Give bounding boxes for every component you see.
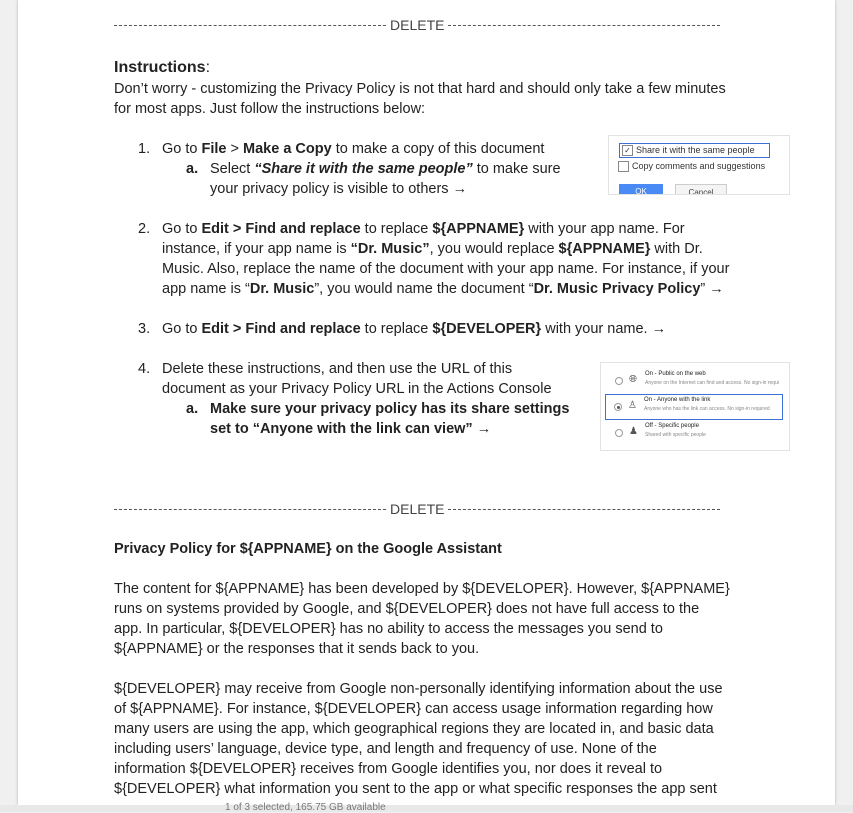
delete-divider-bottom <box>114 500 724 518</box>
step-4-line-1: Delete these instructions, and then use the URL of this <box>162 361 513 377</box>
radio-icon <box>615 377 623 385</box>
step-2-line-3: Music. Also, replace the name of the document with your app name. For instance, if your <box>162 261 730 277</box>
step-1-file: File <box>201 141 227 157</box>
anyone-with-link-title: On - Anyone with the link <box>644 397 711 403</box>
step-2-l1-mid: to replace <box>360 221 433 237</box>
step-2-line-1 <box>162 219 685 239</box>
step-2-l2-bold1: “Dr. Music” <box>350 241 430 257</box>
step-1-post: to make a copy of this document <box>331 141 545 157</box>
specific-people-option <box>607 421 783 445</box>
step-1a-letter-text: a. <box>186 161 199 177</box>
step-4a-letter <box>186 399 198 419</box>
link-person-icon: ♙ <box>628 400 637 411</box>
step-4-number: 4. <box>138 361 151 377</box>
step-2-l4-post: ” → <box>700 281 724 297</box>
copy-comments-option <box>618 161 765 172</box>
step-1a-line-2: your privacy policy is visible to others → <box>210 181 468 197</box>
step-3-mid: to replace <box>360 321 433 337</box>
radio-icon <box>615 429 623 437</box>
step-2-l1-pre: Go to <box>162 221 202 237</box>
policy-p2-line-4: including users’ language, device type, and length and frequency of use. None of the <box>114 741 657 757</box>
intro-line-2: for most apps. Just follow the instructions below: <box>114 101 426 117</box>
step-2-l1-bold2: ${APPNAME} <box>432 221 525 237</box>
share-same-people-option <box>619 143 770 158</box>
divider-label: DELETE <box>390 501 445 518</box>
policy-p2-line-5: information ${DEVELOPER} receives from Google identifies you, nor does it reveal to <box>114 761 663 777</box>
radio-selected-icon <box>614 403 622 411</box>
link-sharing-screenshot <box>600 362 790 451</box>
step-3-post: with your name. → <box>541 321 667 337</box>
step-1-number: 1. <box>138 141 151 157</box>
step-1a-pre: Select <box>210 161 255 177</box>
public-on-web-title: On - Public on the web <box>645 371 706 377</box>
step-2-l4-pre: app name is “ <box>162 281 250 297</box>
ok-button: OK <box>619 184 663 195</box>
step-3-number: 3. <box>138 321 151 337</box>
step-2-l1-post: with your app name. For <box>524 221 685 237</box>
step-2-l2-pre: instance, if your app name is <box>162 241 351 257</box>
step-3-text <box>162 319 666 339</box>
divider-label: DELETE <box>390 17 445 34</box>
share-dialog-screenshot <box>608 135 790 195</box>
step-1-pre: Go to <box>162 141 202 157</box>
specific-people-title: Off - Specific people <box>645 423 699 429</box>
step-2-l2-mid: , you would replace <box>429 241 559 257</box>
policy-p2-line-6: ${DEVELOPER} what information you sent to the app or what specific responses the app sent <box>114 781 717 797</box>
step-4a-bold: set to “Anyone with the link can view” <box>210 421 473 437</box>
step-2-line-4 <box>162 279 724 299</box>
instructions-colon: : <box>205 59 211 76</box>
dashed-line <box>114 509 386 510</box>
person-icon: ♟ <box>629 426 638 437</box>
public-on-web-option <box>607 369 783 393</box>
copy-comments-label: Copy comments and suggestions <box>632 161 766 171</box>
step-4-line-2: document as your Privacy Policy URL in the Actions Console <box>162 381 552 397</box>
anyone-with-link-desc: Anyone who has the link can access. No sign-in required <box>644 406 770 412</box>
policy-p2-line-1: ${DEVELOPER} may receive from Google non-personally identifying information about the use <box>114 681 723 697</box>
instructions-heading <box>114 58 210 78</box>
step-3-bold1: Edit > Find and replace <box>201 321 361 337</box>
step-1-gt: > <box>226 141 244 157</box>
policy-p2-line-2: of ${APPNAME}. For instance, ${DEVELOPER} can access usage information regarding how <box>114 701 713 717</box>
step-2-l2-bold2: ${APPNAME} <box>558 241 651 257</box>
step-2-number: 2. <box>138 221 151 237</box>
dashed-line <box>114 25 386 26</box>
intro-line-1: Don’t worry - customizing the Privacy Policy is not that hard and should only take a few minutes <box>114 81 726 97</box>
step-4a-line-2 <box>210 419 491 439</box>
specific-people-desc: Shared with specific people <box>645 432 706 438</box>
step-4a-post: → <box>472 421 492 437</box>
policy-p1-line-4: ${APPNAME} or the responses that it sends back to you. <box>114 641 480 657</box>
checkbox-icon <box>618 161 629 172</box>
share-same-people-label: Share it with the same people <box>636 145 755 155</box>
step-2-l1-bold1: Edit > Find and replace <box>201 221 361 237</box>
step-1-make-copy: Make a Copy <box>243 141 332 157</box>
policy-title: Privacy Policy for ${APPNAME} on the Google Assistant <box>114 541 502 557</box>
policy-p1-line-3: app. In particular, ${DEVELOPER} has no ability to access the messages you send to <box>114 621 663 637</box>
policy-p1-line-2: runs on systems provided by Google, and ${DEVELOPER} does not have full access to the <box>114 601 700 617</box>
dashed-line <box>448 509 720 510</box>
step-1a-line-1 <box>210 159 561 179</box>
public-on-web-desc: Anyone on the Internet can find and access. No sign-in requi <box>645 380 779 386</box>
dashed-line <box>448 25 720 26</box>
step-3-bold2: ${DEVELOPER} <box>432 321 542 337</box>
step-2-line-2 <box>162 239 703 259</box>
step-1a-bold: “Share it with the same people” <box>254 161 473 177</box>
step-1a-post: to make sure <box>472 161 561 177</box>
step-2-l2-post: with Dr. <box>650 241 703 257</box>
step-4a-letter-text: a. <box>186 401 199 417</box>
step-3-pre: Go to <box>162 321 202 337</box>
instructions-heading-text: Instructions <box>114 59 206 76</box>
checkbox-checked-icon: ✓ <box>622 145 633 156</box>
status-bar <box>0 802 853 813</box>
document-page[interactable] <box>18 0 835 805</box>
step-2-l4-bold2: Dr. Music Privacy Policy <box>533 281 701 297</box>
policy-p2-line-3: many users are using the app, which geographical regions they are located in, and basic data <box>114 721 714 737</box>
step-1-text <box>162 139 544 159</box>
globe-icon: 🌐︎ <box>629 374 637 385</box>
status-text: 1 of 3 selected, 165.75 GB available <box>225 802 386 813</box>
anyone-with-link-option <box>605 394 783 420</box>
policy-p1-line-1: The content for ${APPNAME} has been developed by ${DEVELOPER}. However, ${APPNAME} <box>114 581 730 597</box>
step-2-l4-mid: ”, you would name the document “ <box>314 281 534 297</box>
step-2-l4-bold1: Dr. Music <box>249 281 315 297</box>
cancel-button: Cancel <box>675 184 727 195</box>
step-1a-letter <box>186 159 198 179</box>
step-4a-line-1: Make sure your privacy policy has its share settings <box>210 401 570 417</box>
delete-divider-top <box>114 16 724 34</box>
